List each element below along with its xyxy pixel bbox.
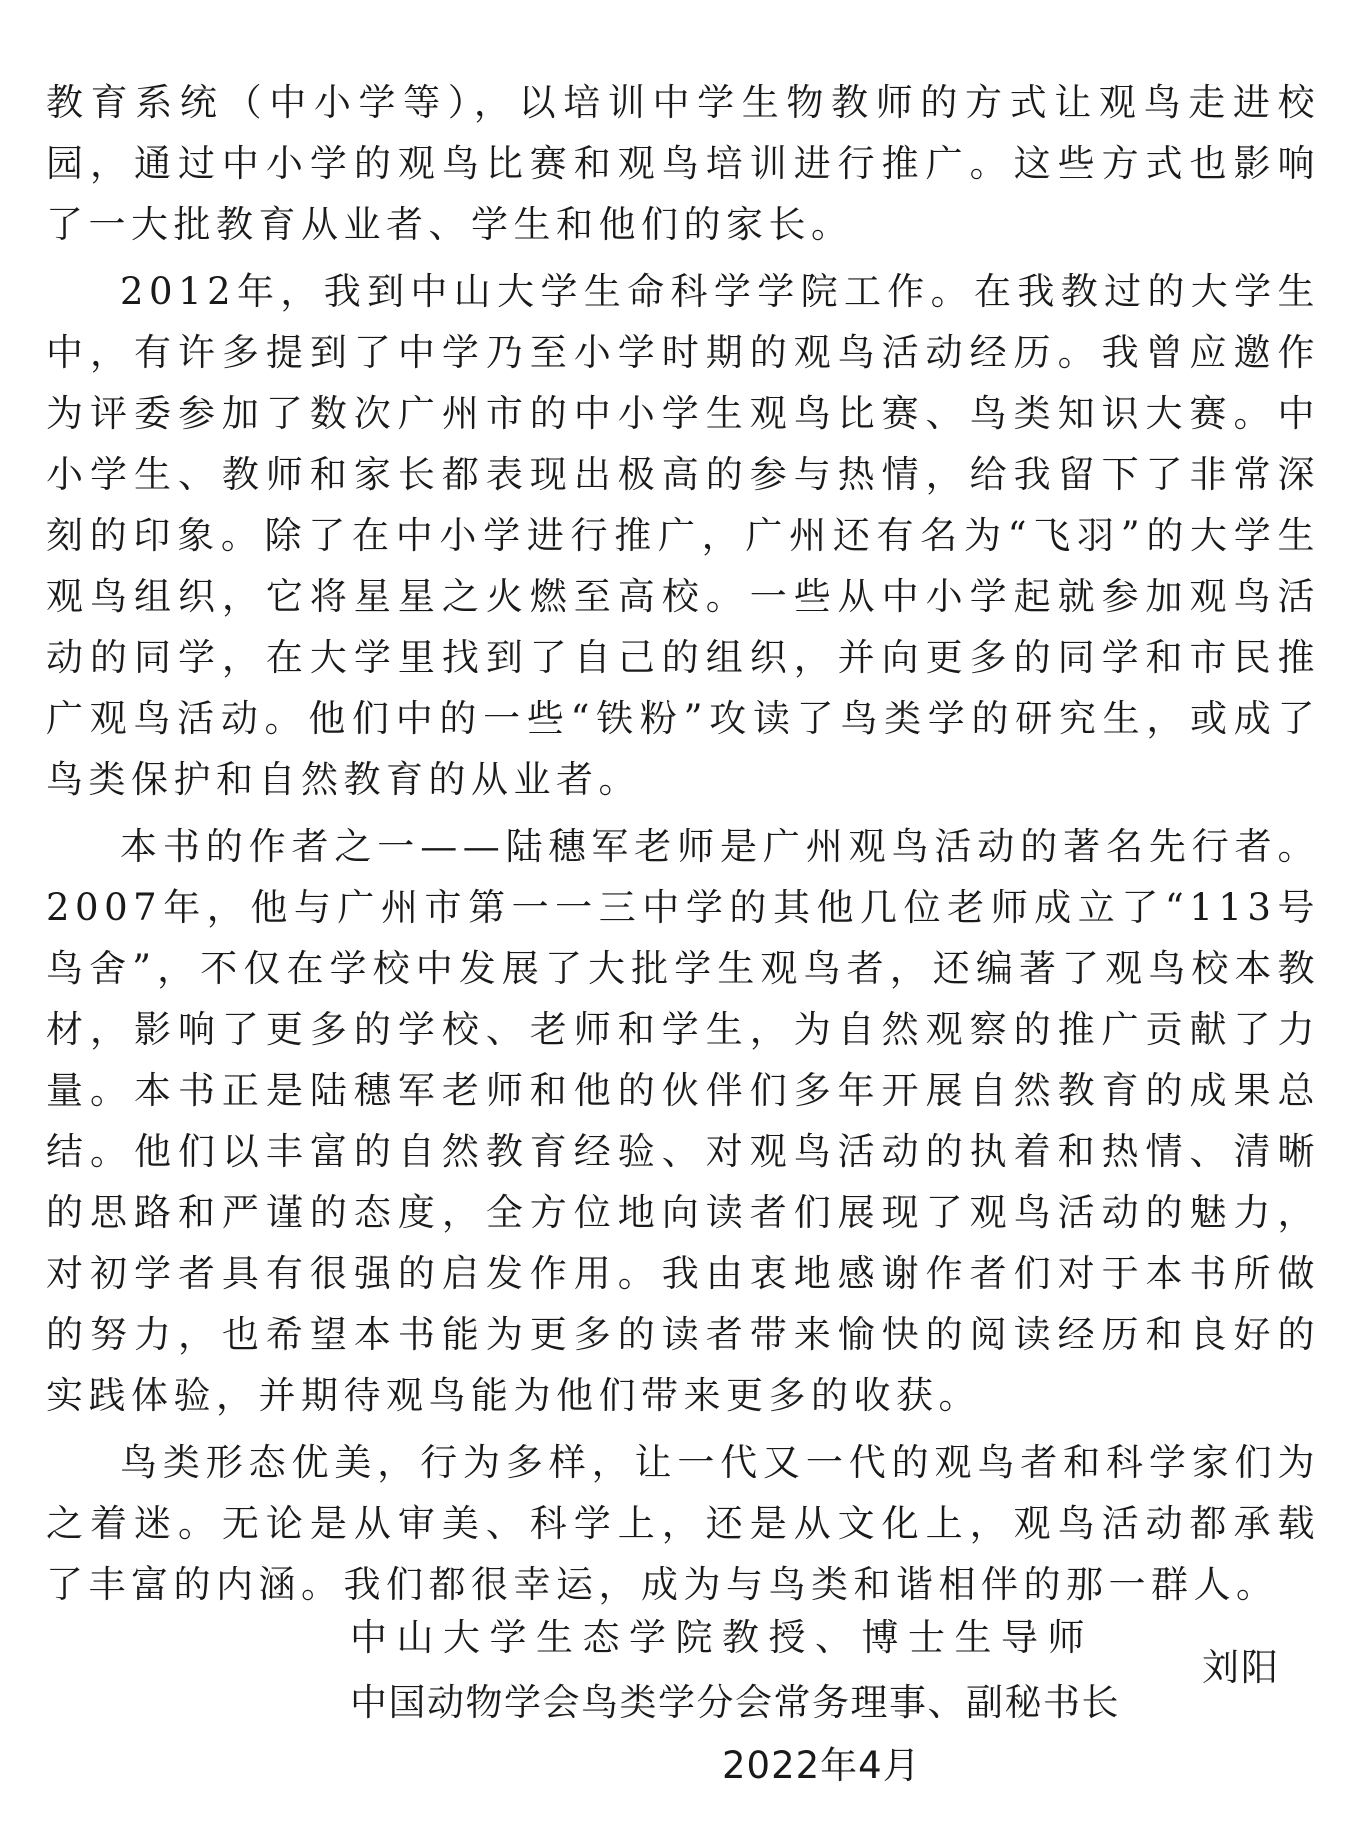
paragraph-3: 本书的作者之一——陆穗军老师是广州观鸟活动的著名先行者。2007年，他与广州市第一一三中学的其他几位老师成立了“113号鸟舍”，不仅在学校中发展了大批学生观鸟者，还编著了观鸟校本教材，影响了更多的学校、老师和学生，为自然观察的推广贡献了力量。本书正是陆穗军老师和他的伙伴们多年开展自然教育的成果总结。他们以丰富的自然教育经验、对观鸟活动的执着和热情、清晰的思路和严谨的态度，全方位地向读者们展现了观鸟活动的魅力，对初学者具有很强的启发作用。我由衷地感谢作者们对于本书所做的努力，也希望本书能为更多的读者带来愉快的阅读经历和良好的实践体验，并期待观鸟能为他们带来更多的收获。	[46, 825, 1320, 1417]
signature-block	[0, 1612, 1366, 1802]
paragraph-1: 教育系统（中小学等），以培训中学生物教师的方式让观鸟走进校园，通过中小学的观鸟比赛和观鸟培训进行推广。这些方式也影响了一大批教育从业者、学生和他们的家长。	[46, 81, 1320, 246]
author-name: 刘阳	[1202, 1646, 1280, 1689]
paragraph-2: 2012年，我到中山大学生命科学学院工作。在我教过的大学生中，有许多提到了中学乃至小学时期的观鸟活动经历。我曾应邀作为评委参加了数次广州市的中小学生观鸟比赛、鸟类知识大赛。中小学生、教师和家长都表现出极高的参与热情，给我留下了非常深刻的印象。除了在中小学进行推广，广州还有名为“飞羽”的大学生观鸟组织，它将星星之火燃至高校。一些从中小学起就参加观鸟活动的同学，在大学里找到了自己的组织，并向更多的同学和市民推广观鸟活动。他们中的一些“铁粉”攻读了鸟类学的研究生，或成了鸟类保护和自然教育的从业者。	[46, 270, 1320, 801]
paragraph-4: 鸟类形态优美，行为多样，让一代又一代的观鸟者和科学家们为之着迷。无论是从审美、科学上，还是从文化上，观鸟活动都承载了丰富的内涵。我们都很幸运，成为与鸟类和谐相伴的那一群人。	[46, 1441, 1320, 1606]
signature-title-line-2: 中国动物学会鸟类学分会常务理事、副秘书长	[350, 1681, 1120, 1724]
preface-body	[46, 72, 1320, 1621]
signature-title-line-1: 中山大学生态学院教授、博士生导师	[350, 1616, 1094, 1659]
signature-date: 2022年4月	[722, 1744, 921, 1787]
